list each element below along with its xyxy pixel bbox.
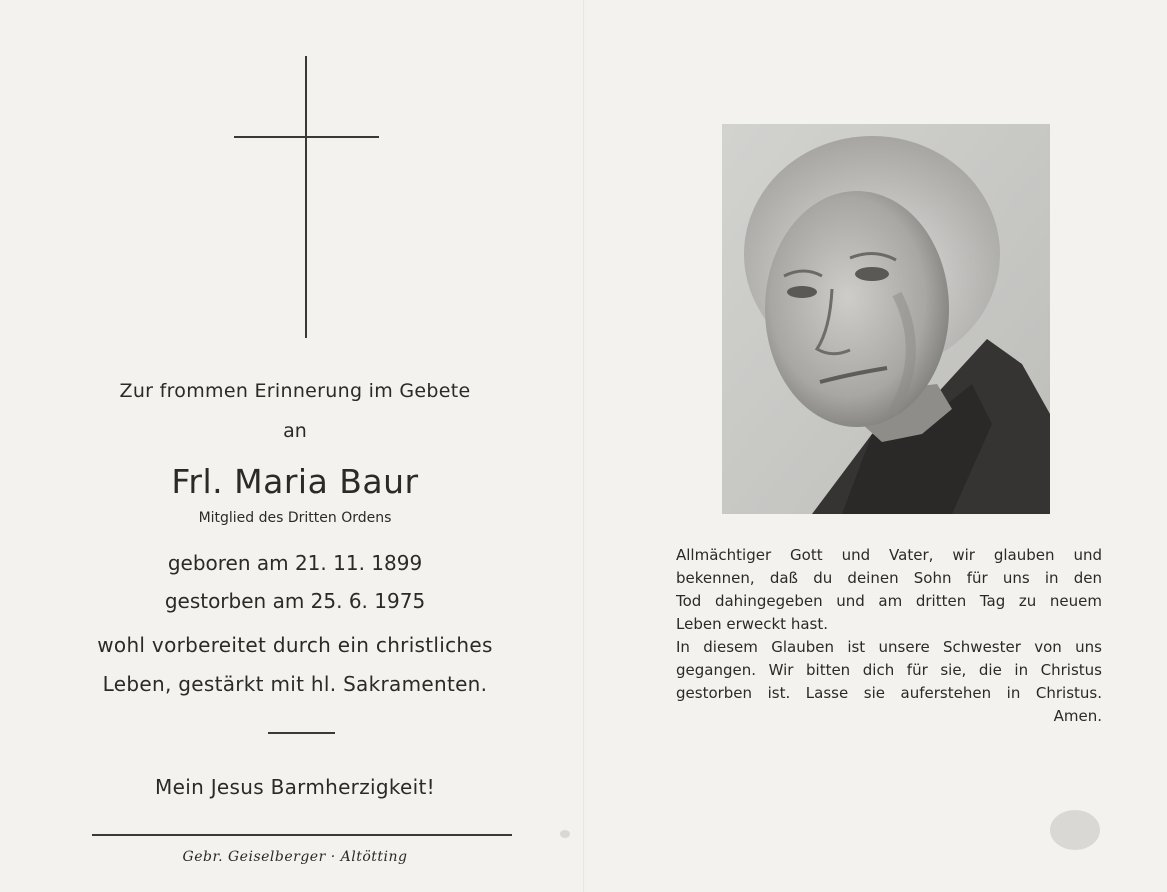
prayer-line-4: Leben erweckt hast. [676,615,828,633]
divider-long [92,834,512,836]
paper-speck [560,830,570,838]
card-fold [583,0,585,892]
an-line: an [283,420,307,442]
prepared-line-2: Leben, gestärkt mit hl. Sakramenten. [102,672,488,696]
prayer-line-5: In diesem Glauben ist unsere Schwester von uns [676,638,1102,656]
memory-line: Zur frommen Erinnerung im Gebete [119,380,471,402]
mercy-prayer: Mein Jesus Barmherzigkeit! [155,775,435,799]
cross-icon-bar [234,136,379,138]
portrait-image [722,124,1050,514]
printer-imprint: Gebr. Geiselberger · Altötting [182,849,408,865]
prayer-line-1: Allmächtiger Gott und Vater, wir glauben und [676,546,1102,564]
birth-date: geboren am 21. 11. 1899 [167,551,423,575]
prepared-line-1: wohl vorbereitet durch ein christliches [97,633,493,657]
paper-smudge [1050,810,1100,850]
prayer-line-3: Tod dahingegeben und am dritten Tag zu neuem [676,592,1102,610]
portrait-photo [722,124,1050,514]
prayer-line-6: gegangen. Wir bitten dich für sie, die in Christus [676,661,1102,679]
divider-short [268,732,335,734]
prayer-line-8: Amen. [1053,707,1102,725]
death-date: gestorben am 25. 6. 1975 [164,589,426,613]
deceased-name: Frl. Maria Baur [171,462,419,501]
prayer-line-2: bekennen, daß du deinen Sohn für uns in den [676,569,1102,587]
prayer-line-7: gestorben ist. Lasse sie auferstehen in Christus. [676,684,1102,702]
order-membership: Mitglied des Dritten Ordens [198,510,392,526]
cross-icon [305,56,307,338]
